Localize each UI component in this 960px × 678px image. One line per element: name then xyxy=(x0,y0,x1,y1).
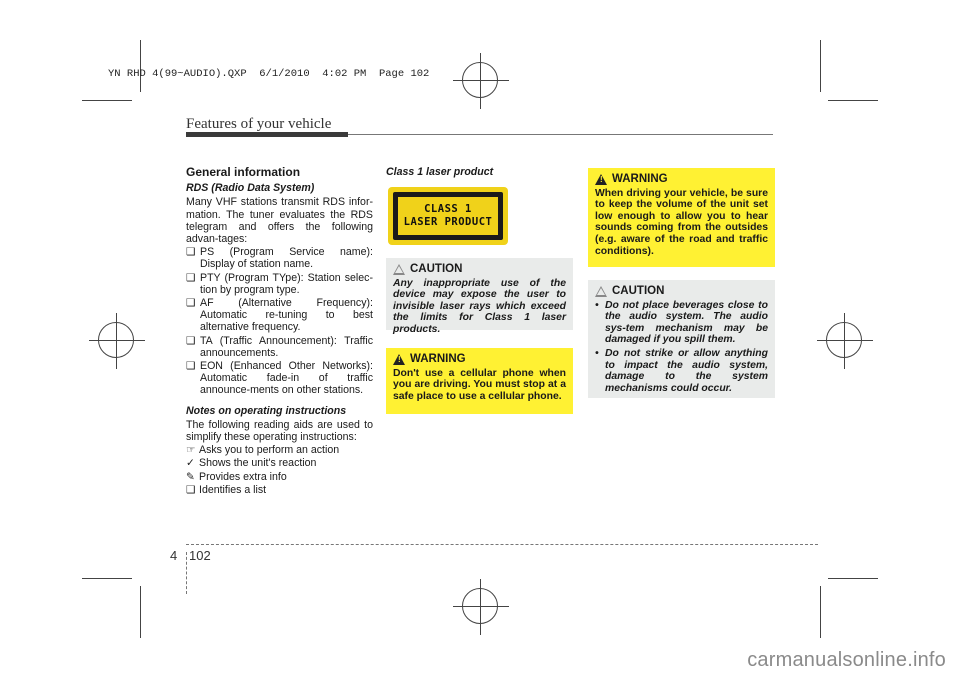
checkbox-icon: ❑ xyxy=(186,334,196,347)
caution-list xyxy=(595,300,768,395)
registration-mark-icon xyxy=(462,62,498,98)
caution-title: CAUTION xyxy=(410,263,463,275)
footer-divider xyxy=(186,552,187,594)
chapter-number: 4 xyxy=(170,548,178,563)
checkbox-icon: ❑ xyxy=(186,246,196,259)
checkbox-icon: ❑ xyxy=(186,297,196,310)
registration-mark-icon xyxy=(462,588,498,624)
list-item: • Do not place beverages close to the audio system. The audio sys-tem mechanism may be damaged if you spill them. xyxy=(595,299,768,346)
list-item: ❑ PS (Program Service name): Display of station name. xyxy=(186,246,373,271)
notes-subheading: Notes on operating instructions xyxy=(186,404,347,417)
laser-label-line2: LASER PRODUCT xyxy=(403,216,493,228)
list-item: ☞ Asks you to perform an action xyxy=(186,444,340,457)
rds-feature-list xyxy=(186,246,373,396)
list-item: ❑ PTY (Program TYpe): Station selec-tion by program type. xyxy=(186,271,373,296)
crop-mark xyxy=(828,100,878,101)
pencil-icon: ✎ xyxy=(186,470,195,483)
list-item: ❑ AF (Alternative Frequency): Automatic re-tuning to best alternative frequency. xyxy=(186,297,373,334)
crop-mark xyxy=(820,586,821,638)
warning-box-phone xyxy=(386,348,573,414)
list-item: ❑ TA (Traffic Announcement): Traffic announcements. xyxy=(186,334,373,359)
list-item: ✓ Shows the unit's reaction xyxy=(186,457,317,470)
caution-box-audio xyxy=(588,280,775,398)
checkbox-icon: ❑ xyxy=(186,360,196,373)
warning-triangle-icon: ! xyxy=(393,354,405,365)
section-heading: General information xyxy=(186,165,301,179)
warning-triangle-icon: ! xyxy=(595,174,607,185)
list-item: ❑ EON (Enhanced Other Networks): Automatic fade-in of traffic announce-ments on other stations. xyxy=(186,360,373,397)
print-slug: YN RHD 4(99~AUDIO).QXP 6/1/2010 4:02 PM Page 102 xyxy=(108,68,430,80)
caution-text: Any inappropriate use of the device may expose the user to invisible laser rays which exceed the limits for Class 1 laser products. xyxy=(393,277,566,335)
header-rule xyxy=(348,134,773,135)
class1-laser-label xyxy=(388,187,508,245)
checkbox-icon: ❑ xyxy=(186,483,196,496)
page-number: 102 xyxy=(189,548,211,563)
list-item: ❑ Identifies a list xyxy=(186,483,267,496)
pointing-hand-icon: ☞ xyxy=(186,444,196,457)
laser-heading: Class 1 laser product xyxy=(386,166,494,178)
laser-label-line1: CLASS 1 xyxy=(424,203,472,215)
warning-box-volume xyxy=(588,168,775,267)
list-item: ✎ Provides extra info xyxy=(186,470,287,483)
registration-mark-icon xyxy=(826,322,862,358)
footer-rule xyxy=(186,544,818,545)
crop-mark xyxy=(820,40,821,92)
reading-aids-list xyxy=(186,444,373,496)
checkmark-icon: ✓ xyxy=(186,457,195,470)
rds-intro: Many VHF stations transmit RDS infor-mation. The tuner evaluates the RDS telegram and offers the following advan-tages: xyxy=(186,196,373,246)
crop-mark xyxy=(140,586,141,638)
warning-text: When driving your vehicle, be sure to keep the volume of the unit set low enough to allow you to hear sounds coming from the outsides (e.g. aware of the road and traffic conditions). xyxy=(595,187,768,257)
crop-mark xyxy=(82,578,132,579)
notes-intro: The following reading aids are used to simplify these operating instructions: xyxy=(186,418,373,444)
registration-mark-icon xyxy=(98,322,134,358)
checkbox-icon: ❑ xyxy=(186,271,196,284)
caution-triangle-icon xyxy=(595,286,607,297)
rds-subheading: RDS (Radio Data System) xyxy=(186,182,315,195)
crop-mark xyxy=(140,40,141,92)
warning-title: WARNING xyxy=(612,173,668,185)
warning-title: WARNING xyxy=(410,353,466,365)
caution-box-laser xyxy=(386,258,573,335)
crop-mark xyxy=(828,578,878,579)
crop-mark xyxy=(82,100,132,101)
left-column xyxy=(186,166,373,497)
watermark: carmanualsonline.info xyxy=(747,649,946,671)
caution-triangle-icon xyxy=(393,264,405,275)
warning-text: Don't use a cellular phone when you are driving. You must stop at a safe place to use a cellular phone. xyxy=(393,367,566,402)
list-item: • Do not strike or allow anything to impact the audio system, damage to the system mechanisms could occur. xyxy=(595,347,768,394)
page-header-title: Features of your vehicle xyxy=(186,116,332,132)
caution-title: CAUTION xyxy=(612,285,665,297)
header-bar xyxy=(186,132,348,137)
